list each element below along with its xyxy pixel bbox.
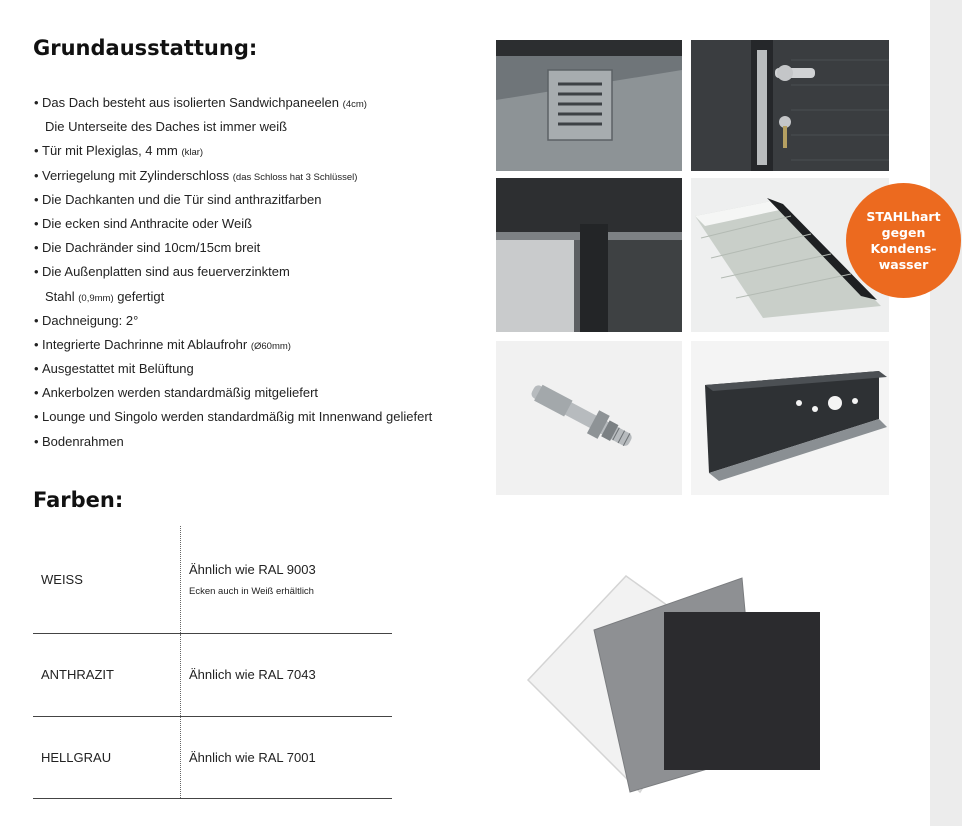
page-edge-bar	[930, 0, 962, 826]
color-name: WEISS	[33, 526, 181, 633]
colors-heading: Farben:	[33, 488, 124, 512]
color-ral: Ähnlich wie RAL 9003 Ecken auch in Weiß erhältlich	[181, 526, 393, 633]
table-row	[33, 716, 392, 798]
feature-item: • Tür mit Plexiglas, 4 mm (klar)	[34, 143, 204, 159]
floor-frame-profile-photo	[691, 341, 889, 495]
feature-item: • Die ecken sind Anthracite oder Weiß	[34, 215, 253, 231]
badge-line: wasser	[878, 256, 929, 272]
feature-item: • Die Dachkanten und die Tür sind anthrazitfarben	[34, 191, 322, 207]
feature-item: • Verriegelung mit Zylinderschloss (das Schloss hat 3 Schlüssel)	[34, 167, 358, 183]
anchor-bolt-photo	[496, 341, 682, 495]
feature-item: • Bodenrahmen	[34, 433, 124, 449]
gutter-downpipe-photo	[496, 178, 682, 332]
feature-item: • Dachneigung: 2°	[34, 312, 139, 328]
feature-item-continuation: Stahl (0,9mm) gefertigt	[45, 288, 165, 304]
color-table	[33, 526, 392, 799]
badge-line: Kondens-	[870, 240, 937, 256]
condensation-badge	[846, 183, 961, 298]
feature-item: • Integrierte Dachrinne mit Ablaufrohr (Ø60mm)	[34, 336, 291, 352]
color-ral: Ähnlich wie RAL 7001	[189, 749, 316, 765]
feature-item: • Das Dach besteht aus isolierten Sandwichpaneelen (4cm)	[34, 95, 367, 110]
badge-line: gegen	[881, 224, 926, 240]
feature-list	[34, 91, 484, 454]
badge-line: STAHLhart	[866, 208, 941, 224]
table-row	[33, 526, 392, 633]
color-note: Ecken auch in Weiß erhältlich	[189, 585, 314, 597]
color-swatches-image	[520, 570, 830, 795]
feature-item: • Ausgestattet mit Belüftung	[34, 361, 194, 377]
ventilation-grille-photo	[496, 40, 682, 171]
door-lock-photo	[691, 40, 889, 171]
feature-item-continuation: Die Unterseite des Daches ist immer weiß	[45, 119, 288, 135]
color-name: ANTHRAZIT	[33, 633, 181, 716]
color-name: HELLGRAU	[33, 716, 181, 798]
feature-item: • Die Außenplatten sind aus feuerverzinktem	[34, 264, 290, 280]
table-row	[33, 633, 392, 716]
feature-item: • Lounge und Singolo werden standardmäßig mit Innenwand geliefert	[34, 409, 433, 425]
basic-equipment-heading: Grundausstattung:	[33, 36, 258, 60]
feature-item: • Ankerbolzen werden standardmäßig mitgeliefert	[34, 385, 319, 401]
color-ral: Ähnlich wie RAL 7043	[189, 667, 316, 682]
anthracite-swatch	[664, 612, 820, 770]
feature-item: • Die Dachränder sind 10cm/15cm breit	[34, 240, 261, 256]
